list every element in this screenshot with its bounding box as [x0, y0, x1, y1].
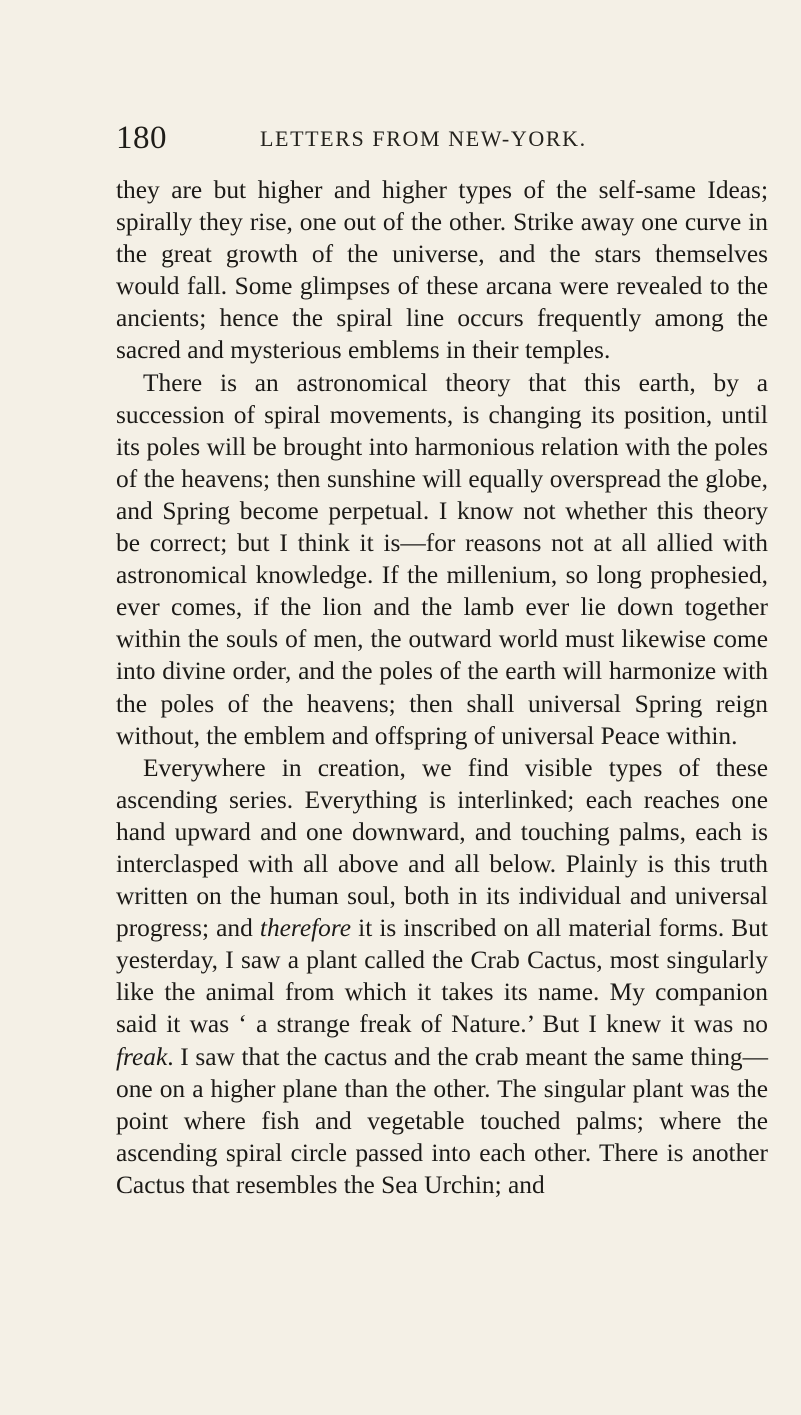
paragraph-3-text-b: it is inscribed on all material forms. But yesterday, I saw a plant called the Crab Cactus, most singularly like the animal from which it takes its name. My companion said it was ‘ a strange freak of Nature.’ But I knew it was no — [116, 914, 768, 1039]
paragraph-3-text-c: . I saw that the cactus and the crab meant the same thing—one on a higher plane than the other. The singular plant was the point where fish and vegetable touched palms; where the ascending spiral circle passed into each other. There is another Cactus that resembles the Sea Urchin; and — [116, 1042, 768, 1199]
paragraph-2: There is an astronomical theory that this earth, by a succession of spiral movements, is changing its position, until its poles will be brought into harmonious relation with the poles of the heavens; then sunshine will equally overspread the globe, and Spring become perpetual. I know not whether this theory be correct; but I think it is—for reasons not at all allied with astronomical knowledge. If the millenium, so long prophesied, ever comes, if the lion and the lamb ever lie down together within the souls of men, the outward world must likewise come into divine order, and the poles of the earth will harmonize with the poles of the heavens; then shall universal Spring reign without, the emblem and offspring of universal Peace within. — [116, 368, 768, 750]
paragraph-1: they are but higher and higher types of the self-same Ideas; spirally they rise, one out of the other. Strike away one curve in the great growth of the universe, and the stars themselves would fall. Some glimpses of these arcana were revealed to the ancients; hence the spiral line occurs frequently among the sacred and mysterious emblems in their temples. — [116, 176, 768, 365]
running-head — [116, 118, 768, 158]
paragraph-3 — [116, 752, 768, 1201]
body-text — [116, 174, 768, 1201]
page-number: 180 — [116, 120, 167, 156]
emphasis-therefore: therefore — [259, 914, 352, 943]
emphasis-freak: freak — [116, 1042, 168, 1071]
running-title: LETTERS FROM NEW-YORK. — [260, 126, 587, 151]
paragraph-3-text-a: Everywhere in creation, we find visible types of these ascending series. Everything is interlinked; each reaches one hand upward and one downward, and touching palms, each is interclasped with all above and all below. Plainly is this truth written on the human soul, both in its individual and universal progress; and — [116, 753, 768, 943]
